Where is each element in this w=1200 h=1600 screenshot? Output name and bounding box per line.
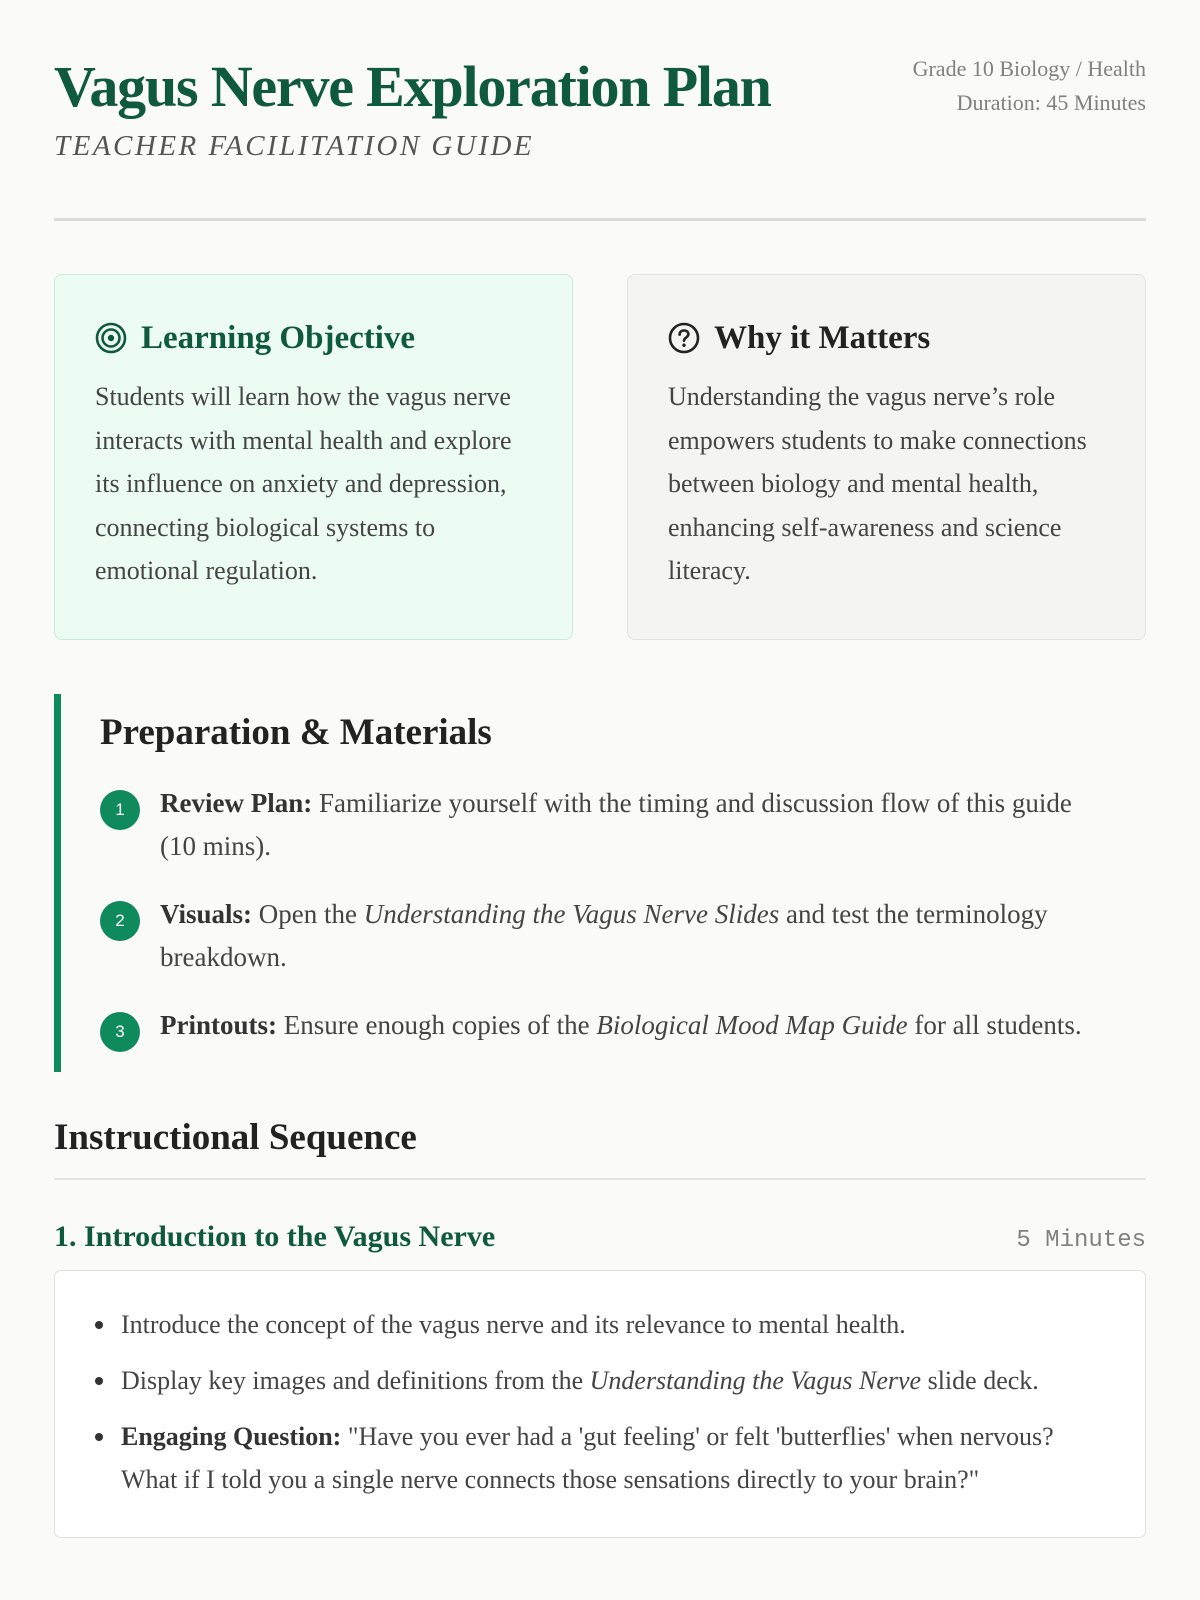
preparation-list <box>100 782 1146 1052</box>
resource-title: Biological Mood Map Guide <box>596 1010 908 1040</box>
resource-title: Understanding the Vagus Nerve <box>589 1366 922 1395</box>
step-title: 1. Introduction to the Vagus Nerve <box>54 1220 496 1253</box>
engaging-question-text: "Have you ever had a 'gut feeling' or felt 'butterflies' when nervous? What if I told you a single nerve connects those sensations directly to your brain?" <box>121 1422 1054 1494</box>
preparation-item-description: Open the <box>252 899 364 929</box>
preparation-item-label: Review Plan: <box>160 788 313 818</box>
preparation-item-label: Visuals: <box>160 899 253 929</box>
step-content-box <box>54 1270 1146 1538</box>
step-bullet <box>121 1359 1105 1402</box>
preparation-section <box>54 694 1146 1072</box>
grade-label: Grade 10 Biology / Health <box>912 56 1146 81</box>
page-subtitle: TEACHER FACILITATION GUIDE <box>54 130 535 162</box>
preparation-item-text <box>160 1004 1105 1047</box>
instructional-sequence-section <box>54 1112 1146 1538</box>
step-duration: 5 Minutes <box>1016 1227 1146 1254</box>
why-it-matters-card <box>627 274 1146 640</box>
preparation-item-text <box>160 893 1105 979</box>
duration-label: Duration: 45 Minutes <box>956 90 1146 115</box>
step-number-badge: 2 <box>100 901 140 941</box>
why-it-matters-header <box>668 315 1107 361</box>
sequence-divider <box>54 1178 1146 1180</box>
overview-cards <box>54 274 1146 640</box>
step-header <box>54 1220 1146 1254</box>
learning-objective-title: Learning Objective <box>141 319 416 356</box>
preparation-item-description: Ensure enough copies of the <box>277 1010 597 1040</box>
engaging-question-label: Engaging Question: <box>121 1422 342 1451</box>
preparation-item-label: Printouts: <box>160 1010 277 1040</box>
lesson-meta <box>913 52 1146 120</box>
step-bullet <box>121 1303 1105 1346</box>
preparation-item-description: for all students. <box>907 1010 1082 1040</box>
preparation-item-text <box>160 782 1105 868</box>
page-title: Vagus Nerve Exploration Plan <box>54 54 771 119</box>
preparation-title: Preparation & Materials <box>100 712 492 753</box>
why-it-matters-text: Understanding the vagus nerve’s role empowers students to make connections between biology and mental health, enhancing self-awareness and science literacy. <box>668 382 1087 585</box>
preparation-item <box>100 893 1146 979</box>
preparation-item-description: and test the terminology breakdown. <box>160 899 1048 972</box>
preparation-item <box>100 1004 1146 1052</box>
preparation-item <box>100 782 1146 868</box>
learning-objective-card <box>54 274 573 640</box>
learning-objective-text: Students will learn how the vagus nerve interacts with mental health and explore its influence on anxiety and depression, connecting biological systems to emotional regulation. <box>95 382 512 585</box>
learning-objective-header <box>95 315 534 361</box>
page-header <box>54 0 1146 166</box>
question-circle-icon <box>668 322 700 354</box>
step-bullet-text: slide deck. <box>921 1366 1039 1395</box>
why-it-matters-title: Why it Matters <box>714 319 931 356</box>
step-number-badge: 1 <box>100 790 140 830</box>
target-icon <box>95 322 127 354</box>
resource-title: Understanding the Vagus Nerve Slides <box>363 899 780 929</box>
step-bullet <box>121 1415 1105 1501</box>
step-bullet-list <box>121 1303 1105 1501</box>
instructional-sequence-title: Instructional Sequence <box>54 1117 417 1158</box>
step-bullet-text: Introduce the concept of the vagus nerve and its relevance to mental health. <box>121 1310 906 1339</box>
step-bullet-text: Display key images and definitions from the <box>121 1366 590 1395</box>
preparation-item-description: Familiarize yourself with the timing and discussion flow of this guide (10 mins). <box>160 788 1072 861</box>
header-divider <box>54 218 1146 221</box>
step-number-badge: 3 <box>100 1012 140 1052</box>
